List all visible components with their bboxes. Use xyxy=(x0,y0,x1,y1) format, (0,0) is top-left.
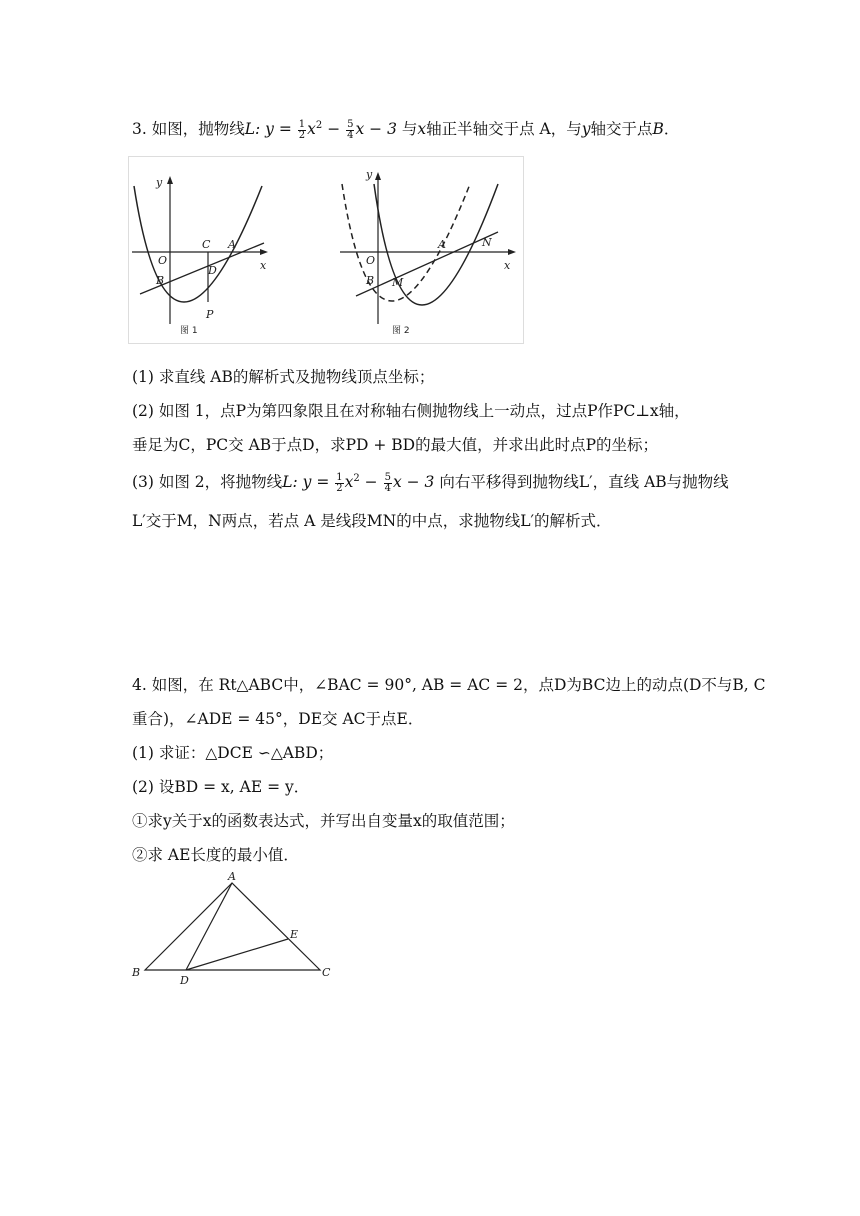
fraction-half: $\frac{1}{2}$ xyxy=(298,118,306,141)
q3-part-1: (1) 求直线 AB的解析式及抛物线顶点坐标； xyxy=(132,368,435,386)
figure-2 xyxy=(340,168,516,336)
q4-sub-2: ②求 AE长度的最小值． xyxy=(132,846,299,864)
q3-part-2-line-1: (2) 如图 1，点P为第四象限且在对称轴右侧抛物线上一动点，过点P作PC⊥x轴， xyxy=(132,402,690,420)
svg-text:y: y xyxy=(156,176,163,189)
q4-triangle-figure xyxy=(128,866,338,988)
figure-1 xyxy=(132,176,268,336)
q3-stem: 3. 如图，抛物线L: y = $\frac{1}{2}$ $x^2$ − $\frac{5}{4}$ x − 3 与x轴正半轴交于点 A，与y轴交于点B． xyxy=(132,118,680,141)
svg-text:C: C xyxy=(202,238,211,251)
svg-text:D: D xyxy=(208,264,217,277)
svg-text:M: M xyxy=(392,276,404,289)
svg-text:A: A xyxy=(228,238,236,251)
segment-AD xyxy=(186,883,232,970)
line-AB-2 xyxy=(356,232,498,296)
svg-text:图 2: 图 2 xyxy=(392,326,410,336)
svg-text:图 1: 图 1 xyxy=(180,326,198,336)
q3-part-2-line-2: 垂足为C，PC交 AB于点D，求PD + BD的最大值，并求出此时点P的坐标； xyxy=(132,436,659,454)
svg-text:O: O xyxy=(366,254,376,267)
q4-sub-1: ①求y关于x的函数表达式，并写出自变量x的取值范围； xyxy=(132,812,515,830)
x-axis-arrow-icon xyxy=(260,249,268,255)
y-axis-2-arrow-icon xyxy=(375,172,381,180)
svg-text:D: D xyxy=(180,974,189,987)
svg-text:y: y xyxy=(366,168,373,181)
segment-DE xyxy=(186,939,288,970)
svg-text:A: A xyxy=(228,870,236,883)
y-axis-arrow-icon xyxy=(167,176,173,184)
svg-text:x: x xyxy=(504,259,511,272)
q4-stem-line-1: 4. 如图，在 Rt△ABC中，∠BAC = 90°, AB = AC = 2，点D为BC边上的动点(D不与B, C xyxy=(132,676,766,694)
svg-text:x: x xyxy=(260,259,267,272)
svg-text:E: E xyxy=(290,928,299,941)
svg-text:N: N xyxy=(482,236,492,249)
q4-stem-line-2: 重合)，∠ADE = 45°，DE交 AC于点E． xyxy=(132,710,424,728)
svg-text:P: P xyxy=(206,308,214,321)
fraction-five-quarters-2: $\frac{5}{4}$ xyxy=(384,471,391,494)
svg-text:B: B xyxy=(366,274,375,287)
fraction-five-quarters: $\frac{5}{4}$ xyxy=(347,118,354,141)
q4-part-2: (2) 设BD = x, AE = y． xyxy=(132,778,310,796)
triangle-ABC xyxy=(145,883,320,970)
svg-text:C: C xyxy=(322,966,331,979)
parabola-L xyxy=(134,186,262,302)
q3-figure xyxy=(128,156,524,344)
svg-text:O: O xyxy=(158,254,168,267)
q3-part-3-line-2: L′交于M，N两点，若点 A 是线段MN的中点，求抛物线L′的解析式． xyxy=(132,512,612,530)
svg-text:A: A xyxy=(438,238,446,251)
svg-text:B: B xyxy=(132,966,141,979)
q4-part-1: (1) 求证：△DCE ∽△ABD； xyxy=(132,744,334,762)
q3-part-3-line-1: (3) 如图 2，将抛物线L: y = $\frac{1}{2}$ $x^2$ − $\frac{5}{4}$ x − 3 向右平移得到抛物线L′，直线 AB与抛物线 xyxy=(132,471,729,494)
svg-text:B: B xyxy=(156,274,165,287)
fraction-half-2: $\frac{1}{2}$ xyxy=(336,471,343,494)
x-axis-2-arrow-icon xyxy=(508,249,516,255)
